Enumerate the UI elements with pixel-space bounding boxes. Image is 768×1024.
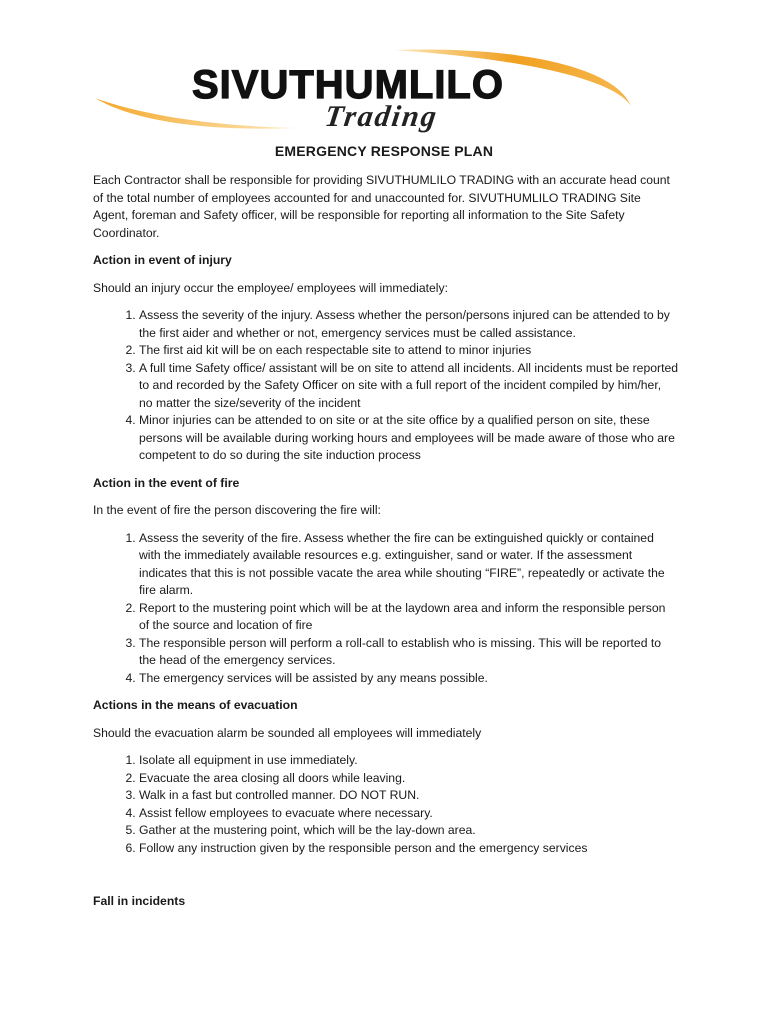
list-item: 3. Walk in a fast but controlled manner. DO NOT RUN.	[139, 787, 678, 805]
list-item: 1. Assess the severity of the fire. Assess whether the fire can be extinguished quickly or contained with the immediately available resources e.g. extinguisher, sand or water. If the assessment indicates that this is not possible vacate the area while shouting “FIRE”, repeatedly or activate the fire alarm.	[139, 530, 678, 600]
list-item: 3. A full time Safety office/ assistant will be on site to attend all incidents. All incidents must be reported to and recorded by the Safety Officer on site with a full report of the incident compiled by him/her, no matter the size/severity of the incident	[139, 360, 678, 413]
evacuation-list	[93, 752, 678, 857]
company-logo	[95, 46, 633, 138]
list-item: 4. The emergency services will be assisted by any means possible.	[139, 670, 678, 688]
list-item: 1. Assess the severity of the injury. Assess whether the person/persons injured can be attended to by the first aider and whether or not, emergency services must be called assistance.	[139, 307, 678, 342]
document-body	[93, 172, 678, 921]
logo-main-text: SIVUTHUMLILO	[192, 63, 504, 107]
evacuation-lead: Should the evacuation alarm be sounded all employees will immediately	[93, 725, 482, 740]
list-item: 2. The first aid kit will be on each respectable site to attend to minor injuries	[139, 342, 678, 360]
fire-list	[93, 530, 678, 688]
logo-graphic	[95, 46, 633, 138]
list-item: 4. Minor injuries can be attended to on site or at the site office by a qualified person on site, these persons will be available during working hours and employees will be made aware of those who are competent to do so during the site induction process	[139, 412, 678, 465]
injury-heading: Action in event of injury	[93, 253, 232, 267]
injury-lead: Should an injury occur the employee/ employees will immediately:	[93, 280, 448, 295]
list-item: 4. Assist fellow employees to evacuate where necessary.	[139, 805, 678, 823]
document-title: EMERGENCY RESPONSE PLAN	[274, 143, 494, 159]
list-item: 5. Gather at the mustering point, which will be the lay-down area.	[139, 822, 678, 840]
fire-heading: Action in the event of fire	[93, 475, 240, 490]
fire-lead: In the event of fire the person discovering the fire will:	[93, 503, 381, 517]
list-item: 3. The responsible person will perform a roll-call to establish who is missing. This will be reported to the head of the emergency services.	[139, 635, 678, 670]
evacuation-heading: Actions in the means of evacuation	[93, 698, 298, 712]
fall-heading: Fall in incidents	[93, 894, 186, 908]
list-item: 2. Evacuate the area closing all doors while leaving.	[139, 770, 678, 788]
intro-paragraph: Each Contractor shall be responsible for providing SIVUTHUMLILO TRADING with an accurate head count of the total number of employees accounted for and unaccounted for. SIVUTHUMLILO TRADING Site Agent, foreman and Safety officer, will be responsible for reporting all information to the Site Safety Coordinator.	[93, 173, 670, 240]
list-item: 6. Follow any instruction given by the responsible person and the emergency services	[139, 840, 678, 858]
injury-list	[93, 307, 678, 465]
list-item: 1. Isolate all equipment in use immediately.	[139, 752, 678, 770]
logo-sub-text: Trading	[322, 99, 441, 133]
list-item: 2. Report to the mustering point which will be at the laydown area and inform the responsible person of the source and location of fire	[139, 600, 678, 635]
section-spacer	[93, 867, 678, 893]
